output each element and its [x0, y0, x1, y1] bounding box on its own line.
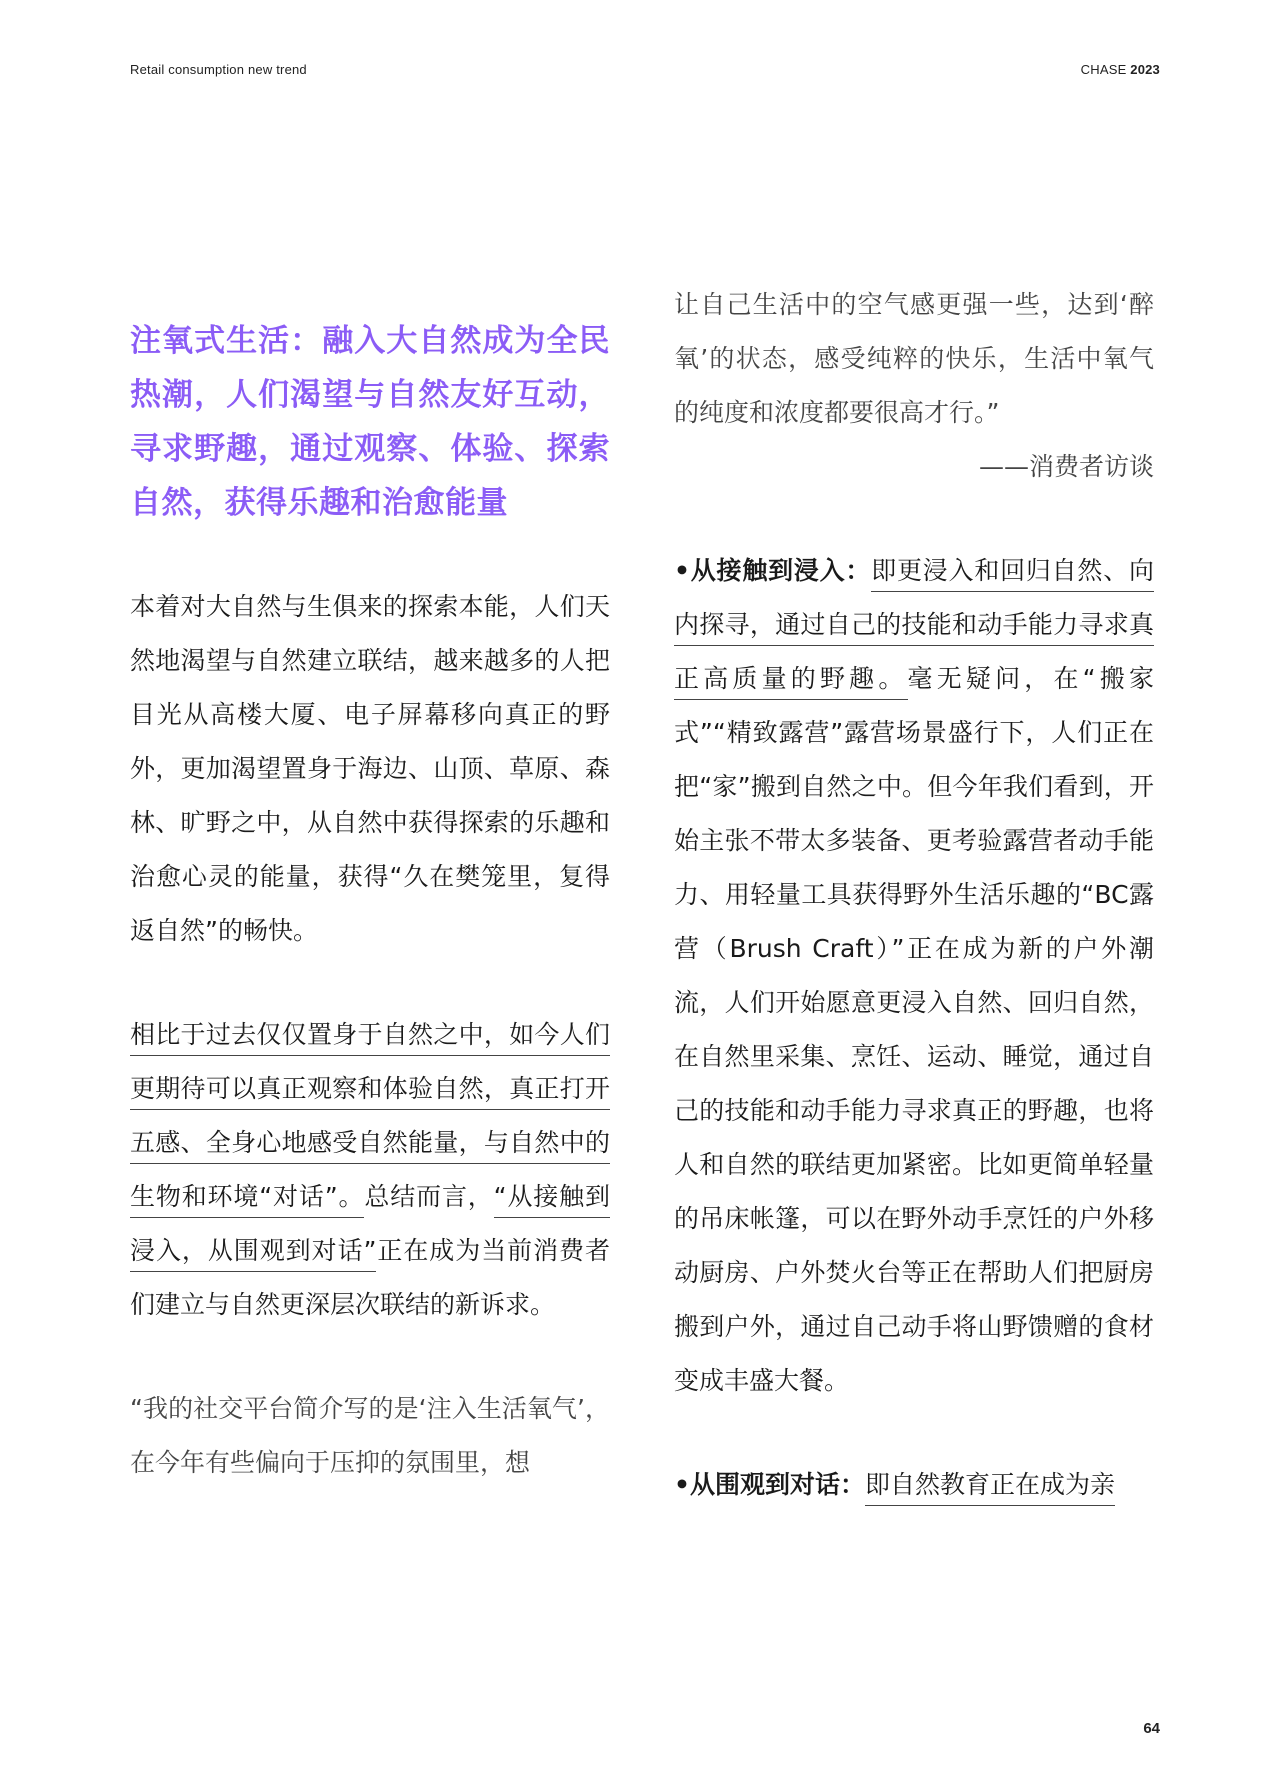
bullet-dialogue: [674, 1458, 1154, 1512]
brand-name: CHASE: [1080, 62, 1127, 77]
paragraph-summary: [130, 1008, 610, 1332]
header-title: Retail consumption new trend: [130, 62, 307, 77]
paragraph-text: 正在成为当前消费者们建立与自然更深层次联结的新诉求。: [130, 1236, 610, 1319]
right-column: [674, 290, 1154, 1512]
left-column: [130, 314, 610, 1490]
quote-attribution: ——消费者访谈: [978, 452, 1154, 481]
section-heading: 注氧式生活：融入大自然成为全民热潮，人们渴望与自然友好互动，寻求野趣，通过观察、体验、探索自然，获得乐趣和治愈能量: [130, 323, 610, 521]
bullet-label: •从围观到对话：: [674, 1470, 865, 1499]
bullet-immersion: [674, 544, 1154, 1408]
underlined-text: 即自然教育正在成为亲: [865, 1470, 1115, 1506]
header-brand: [1081, 62, 1160, 77]
underlined-text: 即更浸入和回归自然、向内探寻，通过自己的技能和动手能力寻求真正高质量的野趣。: [674, 556, 1154, 700]
paragraph-intro: 本着对大自然与生俱来的探索本能，人们天然地渴望与自然建立联结，越来越多的人把目光从高楼大厦、电子屏幕移向真正的野外，更加渴望置身于海边、山顶、草原、森林、旷野之中，从自然中获得探索的乐趣和治愈心灵的能量，获得“久在樊笼里，复得返自然”的畅快。: [130, 592, 610, 945]
page-number: 64: [1143, 1720, 1160, 1737]
consumer-quote-continued: 让自己生活中的空气感更强一些，达到‘醉氧’的状态，感受纯粹的快乐，生活中氧气的纯度和浓度都要很高才行。”: [674, 290, 1154, 427]
paragraph-text: 毫无疑问，在“搬家式”“精致露营”露营场景盛行下，人们正在把“家”搬到自然之中。但今年我们看到，开始主张不带太多装备、更考验露营者动手能力、用轻量工具获得野外生活乐趣的“BC露营（Brush Craft）”正在成为新的户外潮流，人们开始愿意更浸入自然、回归自然，在自然里采集、烹饪、运动、睡觉，通过自己的技能和动手能力寻求真正的野趣，也将人和自然的联结更加紧密。比如更简单轻量的吊床帐篷，可以在野外动手烹饪的户外移动厨房、户外焚火台等正在帮助人们把厨房搬到户外，通过自己动手将山野馈赠的食材变成丰盛大餐。: [674, 664, 1154, 1395]
bullet-label: •从接触到浸入：: [674, 556, 872, 585]
paragraph-text: 总结而言，: [364, 1182, 494, 1211]
brand-year: 2023: [1130, 62, 1160, 77]
consumer-quote-start: “我的社交平台简介写的是‘注入生活氧气’，在今年有些偏向于压抑的氛围里，想: [130, 1394, 610, 1477]
underlined-text: 相比于过去仅仅置身于自然之中，如今人们更期待可以真正观察和体验自然，真正打开五感、全身心地感受自然能量，与自然中的生物和环境“对话”。: [130, 1020, 610, 1218]
underlined-text: “从接触到浸入，从围观到对话”: [130, 1182, 610, 1272]
